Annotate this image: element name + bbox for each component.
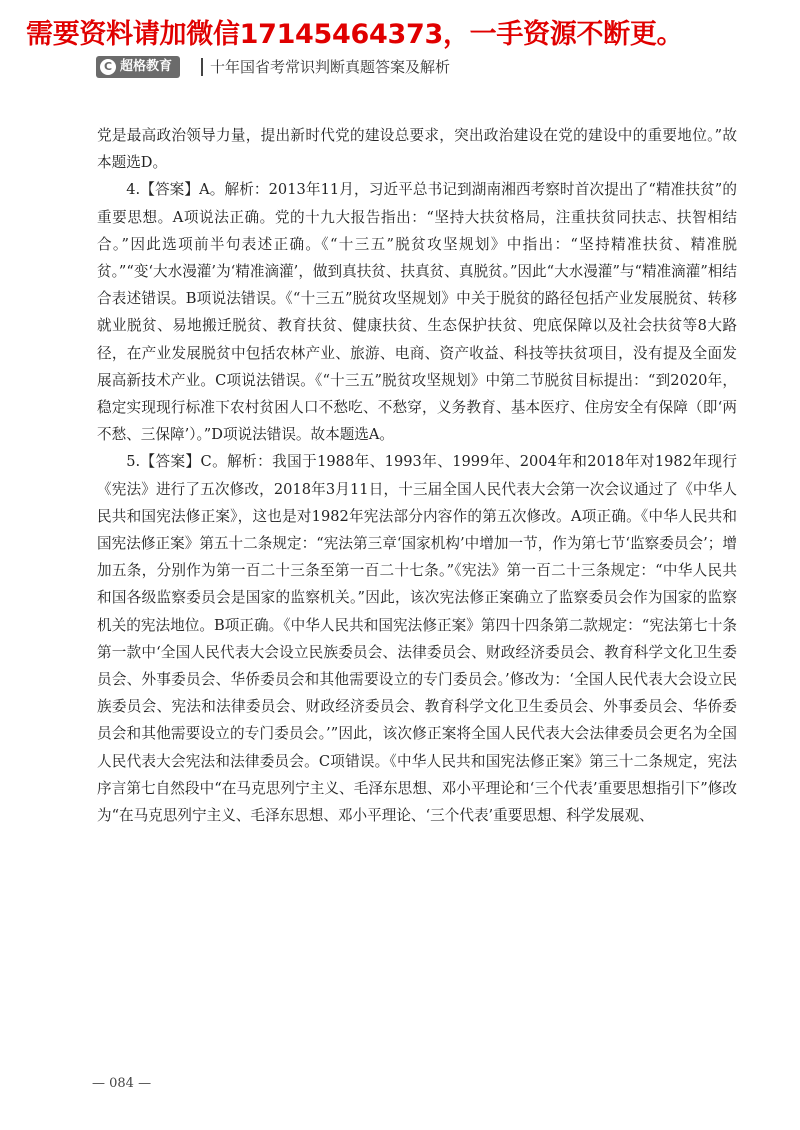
answer-4: 4.【答案】A。解析：2013年11月，习近平总书记到湖南湘西考察时首次提出了“精准扶贫”的重要思想。A项说法正确。党的十九大报告指出：“坚持大扶贫格局，注重扶贫同扶志、扶智相结合。”因此选项前半句表述正确。《“十三五”脱贫攻坚规划》中指出：“坚持精准扶贫、精准脱贫。”“变‘大水漫灌’为‘精准滴灌’，做到真扶贫、扶真贫、真脱贫。”因此“大水漫灌”与“精准滴灌”相结合表述错误。B项说法错误。《“十三五”脱贫攻坚规划》中关于脱贫的路径包括产业发展脱贫、转移就业脱贫、易地搬迁脱贫、教育扶贫、健康扶贫、生态保护扶贫、兜底保障以及社会扶贫等8大路径，在产业发展脱贫中包括农林产业、旅游、电商、资产收益、科技等扶贫项目，没有提及全面发展高新技术产业。C项说法错误。《“十三五”脱贫攻坚规划》中第二节脱贫目标提出：“到2020年，稳定实现现行标准下农村贫困人口不愁吃、不愁穿，义务教育、基本医疗、住房安全有保障（即‘两不愁、三保障’）。”D项说法错误。故本题选A。 (97, 181, 737, 444)
book-title: 十年国省考常识判断真题答案及解析 (210, 58, 451, 76)
page-number: — 084 — (92, 1076, 152, 1091)
publisher-logo-icon: C (100, 59, 116, 75)
header-divider (201, 58, 203, 76)
publisher-badge (96, 56, 180, 78)
wechat-promo-banner: 需要资料请加微信17145464373，一手资源不断更。 (26, 19, 684, 50)
answer-explanations (97, 122, 737, 829)
answer-5: 5.【答案】C。解析：我国于1988年、1993年、1999年、2004年和2018年对1982年现行《宪法》进行了五次修改，2018年3月11日，十三届全国人民代表大会第一次会议通过了《中华人民共和国宪法修正案》，这也是对1982年宪法部分内容作的第五次修改。A项正确。《中华人民共和国宪法修正案》第五十二条规定：“宪法第三章‘国家机构’中增加一节，作为第七节‘监察委员会’；增加五条，分别作为第一百二十三条至第一百二十七条。”《宪法》第一百二十三条规定：“中华人民共和国各级监察委员会是国家的监察机关。”因此，该次宪法修正案确立了监察委员会作为国家的监察机关的宪法地位。B项正确。《中华人民共和国宪法修正案》第四十四条第二款规定：“宪法第七十条第一款中‘全国人民代表大会设立民族委员会、法律委员会、财政经济委员会、教育科学文化卫生委员会、外事委员会、华侨委员会和其他需要设立的专门委员会。’修改为：‘全国人民代表大会设立民族委员会、宪法和法律委员会、财政经济委员会、教育科学文化卫生委员会、外事委员会、华侨委员会和其他需要设立的专门委员会。’”因此，该次修正案将全国人民代表大会法律委员会更名为全国人民代表大会宪法和法律委员会。C项错误。《中华人民共和国宪法修正案》第三十二条规定，宪法序言第七自然段中“在马克思列宁主义、毛泽东思想、邓小平理论和‘三个代表’重要思想指引下”修改为“在马克思列宁主义、毛泽东思想、邓小平理论、‘三个代表’重要思想、科学发展观、 (97, 453, 737, 825)
publisher-name: 超格教育 (120, 59, 173, 74)
paragraph-continuation: 党是最高政治领导力量，提出新时代党的建设总要求，突出政治建设在党的建设中的重要地位。”故本题选D。 (97, 127, 737, 172)
